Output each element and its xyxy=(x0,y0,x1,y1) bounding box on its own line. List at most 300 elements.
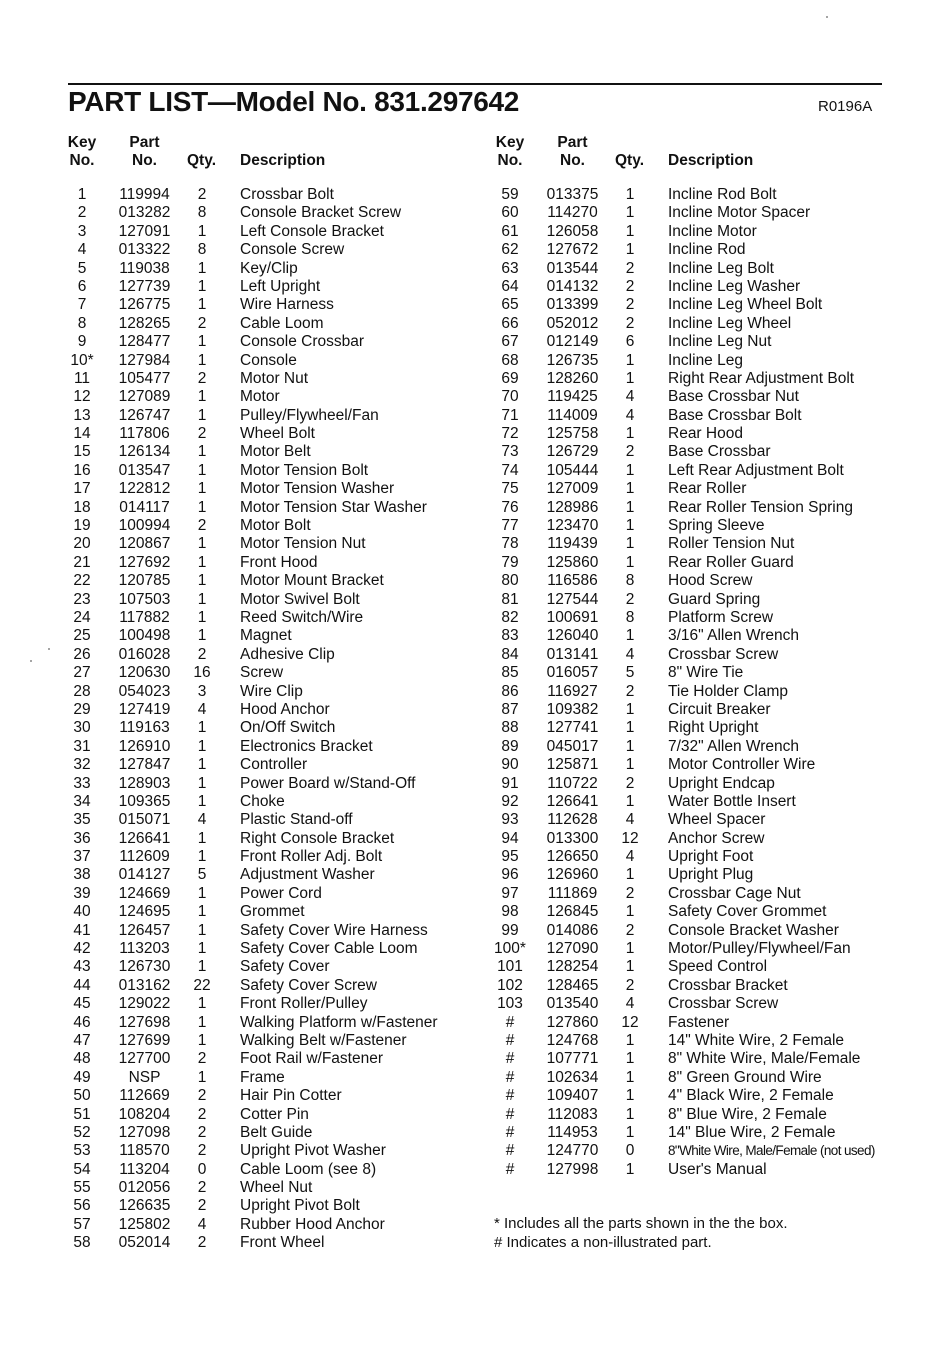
description: Console Crossbar xyxy=(240,333,365,351)
part-number: 105444 xyxy=(546,461,599,479)
description: Platform Screw xyxy=(668,608,774,626)
part-number: 013375 xyxy=(546,186,599,203)
quantity: 1 xyxy=(197,627,207,645)
part-number: 125860 xyxy=(546,553,599,571)
key-number: 80 xyxy=(501,572,519,590)
part-number: 127739 xyxy=(118,277,171,295)
top-rule xyxy=(68,83,882,85)
description: Wire Harness xyxy=(240,296,334,314)
parts-list-left xyxy=(62,186,438,1253)
description: Front Wheel xyxy=(240,1234,325,1252)
table-row xyxy=(490,480,875,498)
description: Crossbar Bracket xyxy=(668,976,788,994)
table-row xyxy=(62,1069,438,1087)
table-row xyxy=(62,1014,438,1032)
key-number: 82 xyxy=(501,608,519,626)
column-header xyxy=(62,134,438,170)
description: Left Console Bracket xyxy=(240,222,384,240)
description: Spring Sleeve xyxy=(668,517,765,535)
description: Console Screw xyxy=(240,241,345,259)
key-number: 1 xyxy=(77,186,87,203)
table-row xyxy=(62,278,438,296)
part-number: 127090 xyxy=(546,940,599,958)
quantity: 1 xyxy=(625,222,635,240)
description: Incline Rod xyxy=(668,241,746,259)
table-row xyxy=(62,1032,438,1050)
description: Crossbar Screw xyxy=(668,645,779,663)
description: Walking Platform w/Fastener xyxy=(240,1013,438,1031)
quantity: 1 xyxy=(197,829,207,847)
table-row xyxy=(62,903,438,921)
part-number: 013300 xyxy=(546,829,599,847)
description: Console xyxy=(240,351,297,369)
key-number: 69 xyxy=(501,369,519,387)
part-number: 113203 xyxy=(119,940,170,958)
part-number: 128260 xyxy=(546,369,599,387)
footnote-asterisk: * Includes all the parts shown in the the box. xyxy=(494,1215,788,1232)
part-number: 109407 xyxy=(546,1087,599,1105)
key-number: 29 xyxy=(73,700,91,718)
table-row xyxy=(62,572,438,590)
key-number: 61 xyxy=(501,222,519,240)
key-number: 71 xyxy=(501,406,519,424)
description: Incline Motor xyxy=(668,222,757,240)
quantity: 1 xyxy=(625,425,635,443)
part-number: 113204 xyxy=(119,1160,170,1178)
table-row xyxy=(62,1087,438,1105)
description: 8" Green Ground Wire xyxy=(668,1068,822,1086)
part-number: 119425 xyxy=(547,388,598,406)
table-row xyxy=(490,1032,875,1050)
table-row xyxy=(62,296,438,314)
description: Console Bracket Washer xyxy=(668,921,839,939)
table-row xyxy=(62,186,438,204)
key-number: 20 xyxy=(73,535,91,553)
description: Incline Motor Spacer xyxy=(668,204,811,222)
table-row xyxy=(490,609,875,627)
table-row xyxy=(490,738,875,756)
quantity: 12 xyxy=(621,1013,639,1031)
header-part-line2: No. xyxy=(560,152,585,169)
quantity: 12 xyxy=(621,829,639,847)
table-row xyxy=(62,811,438,829)
part-number: 129022 xyxy=(118,995,171,1013)
key-number: 67 xyxy=(501,333,519,351)
header-key-line1: Key xyxy=(67,134,97,151)
key-number: 66 xyxy=(501,314,519,332)
quantity: 1 xyxy=(197,480,207,498)
key-number: 52 xyxy=(73,1123,91,1141)
part-number: 016057 xyxy=(546,664,599,682)
part-number: 117882 xyxy=(119,608,170,626)
description: Motor Nut xyxy=(240,369,309,387)
key-number: 51 xyxy=(73,1105,91,1123)
quantity: 4 xyxy=(625,406,635,424)
quantity: 1 xyxy=(197,719,207,737)
part-number: 013540 xyxy=(546,995,599,1013)
key-number: 63 xyxy=(501,259,519,277)
key-number: 16 xyxy=(73,461,91,479)
table-row xyxy=(490,958,875,976)
quantity: 4 xyxy=(625,811,635,829)
quantity: 4 xyxy=(625,995,635,1013)
quantity: 2 xyxy=(625,682,635,700)
table-row xyxy=(62,241,438,259)
table-row xyxy=(490,775,875,793)
table-row xyxy=(62,775,438,793)
description: Safety Cover xyxy=(240,958,330,976)
table-row xyxy=(490,793,875,811)
key-number: 14 xyxy=(73,425,91,443)
description: Circuit Breaker xyxy=(668,700,771,718)
description: Incline Leg Washer xyxy=(668,277,801,295)
table-row xyxy=(62,333,438,351)
description: Fastener xyxy=(668,1013,730,1031)
part-number: 054023 xyxy=(118,682,171,700)
table-row xyxy=(62,683,438,701)
table-row xyxy=(490,499,875,517)
table-row xyxy=(62,1197,438,1215)
table-row xyxy=(490,370,875,388)
description: Motor Belt xyxy=(240,443,311,461)
key-number: 85 xyxy=(501,664,519,682)
quantity: 1 xyxy=(197,884,207,902)
table-row xyxy=(490,388,875,406)
key-number: 7 xyxy=(77,296,87,314)
part-number: 120630 xyxy=(118,664,171,682)
description: Power Cord xyxy=(240,884,322,902)
quantity: 22 xyxy=(193,976,211,994)
description: 8" White Wire, Male/Female xyxy=(668,1050,861,1068)
table-row xyxy=(490,664,875,682)
key-number: 57 xyxy=(73,1215,91,1233)
quantity: 1 xyxy=(197,535,207,553)
table-row xyxy=(62,719,438,737)
quantity: 1 xyxy=(625,737,635,755)
description: Crossbar Screw xyxy=(668,995,779,1013)
part-number: 107503 xyxy=(118,590,171,608)
page-title: PART LIST—Model No. 831.297642 xyxy=(68,86,520,117)
quantity: 1 xyxy=(625,461,635,479)
key-number: 41 xyxy=(73,921,91,939)
table-row xyxy=(62,793,438,811)
description: 14" Blue Wire, 2 Female xyxy=(668,1123,836,1141)
description: Foot Rail w/Fastener xyxy=(240,1050,383,1068)
key-number: 34 xyxy=(73,792,91,810)
quantity: 2 xyxy=(197,1197,207,1215)
description: Right Console Bracket xyxy=(240,829,395,847)
quantity: 2 xyxy=(197,314,207,332)
table-row xyxy=(490,241,875,259)
description: Adjustment Washer xyxy=(240,866,375,884)
table-row xyxy=(62,1179,438,1197)
quantity: 1 xyxy=(625,700,635,718)
table-row xyxy=(62,407,438,425)
description: Rear Roller Tension Spring xyxy=(668,498,853,516)
key-number: 55 xyxy=(73,1179,91,1197)
parts-column-left xyxy=(62,134,438,1253)
table-row xyxy=(62,958,438,976)
quantity: 2 xyxy=(625,443,635,461)
quantity: 1 xyxy=(625,940,635,958)
table-row xyxy=(490,1087,875,1105)
part-number: 012056 xyxy=(118,1179,171,1197)
table-row xyxy=(62,848,438,866)
description: Wheel Spacer xyxy=(668,811,766,829)
quantity: 1 xyxy=(197,958,207,976)
table-row xyxy=(490,1014,875,1032)
quantity: 1 xyxy=(197,903,207,921)
part-number: 013544 xyxy=(546,259,599,277)
table-row xyxy=(490,1069,875,1087)
table-row xyxy=(490,517,875,535)
key-number: 92 xyxy=(501,792,519,810)
part-number: 126910 xyxy=(118,737,171,755)
key-number: 79 xyxy=(501,553,519,571)
key-number: 73 xyxy=(501,443,519,461)
part-number: 052014 xyxy=(118,1234,171,1252)
quantity: 1 xyxy=(625,1050,635,1068)
part-number: 128986 xyxy=(546,498,599,516)
key-number: 13 xyxy=(73,406,91,424)
table-row xyxy=(62,591,438,609)
key-number: 21 xyxy=(73,553,91,571)
table-row xyxy=(62,922,438,940)
description: Guard Spring xyxy=(668,590,761,608)
part-number: 127419 xyxy=(118,700,171,718)
table-row xyxy=(490,572,875,590)
quantity: 2 xyxy=(197,1105,207,1123)
description: Choke xyxy=(240,792,285,810)
table-row xyxy=(62,554,438,572)
description: 14" White Wire, 2 Female xyxy=(668,1031,845,1049)
description: Hood Anchor xyxy=(240,700,330,718)
key-number: 48 xyxy=(73,1050,91,1068)
key-number: 100* xyxy=(494,940,526,958)
key-number: 58 xyxy=(73,1234,91,1252)
key-number: 87 xyxy=(501,700,519,718)
description: Motor Tension Nut xyxy=(240,535,366,553)
description: Frame xyxy=(240,1068,285,1086)
quantity: 8 xyxy=(625,572,635,590)
key-number: 88 xyxy=(501,719,519,737)
part-number: 123470 xyxy=(546,517,599,535)
scan-speck xyxy=(48,648,50,650)
description: Incline Leg xyxy=(668,351,743,369)
table-row xyxy=(490,554,875,572)
quantity: 1 xyxy=(197,848,207,866)
table-row xyxy=(62,315,438,333)
table-row xyxy=(62,499,438,517)
description: Anchor Screw xyxy=(668,829,765,847)
description: Power Board w/Stand-Off xyxy=(240,774,416,792)
part-number: 126635 xyxy=(118,1197,171,1215)
scan-speck xyxy=(30,660,32,662)
description: Base Crossbar Bolt xyxy=(668,406,802,424)
description: Controller xyxy=(240,756,308,774)
quantity: 2 xyxy=(197,425,207,443)
quantity: 2 xyxy=(625,921,635,939)
description: Rear Hood xyxy=(668,425,743,443)
key-number: 22 xyxy=(73,572,91,590)
quantity: 1 xyxy=(197,995,207,1013)
description: Electronics Bracket xyxy=(240,737,373,755)
key-number: 39 xyxy=(73,884,91,902)
key-number: 93 xyxy=(501,811,519,829)
quantity: 1 xyxy=(625,535,635,553)
quantity: 2 xyxy=(197,1234,207,1252)
table-row xyxy=(62,517,438,535)
table-row xyxy=(490,443,875,461)
part-number: 126457 xyxy=(118,921,171,939)
description: Safety Cover Grommet xyxy=(668,903,827,921)
table-row xyxy=(490,462,875,480)
part-number: 127009 xyxy=(546,480,599,498)
table-row xyxy=(490,683,875,701)
part-number: 126650 xyxy=(546,848,599,866)
quantity: 1 xyxy=(197,921,207,939)
part-number: 127741 xyxy=(546,719,599,737)
quantity: 1 xyxy=(197,259,207,277)
quantity: 2 xyxy=(625,296,635,314)
part-number: 014132 xyxy=(546,277,599,295)
key-number: 96 xyxy=(501,866,519,884)
key-number: 91 xyxy=(501,774,519,792)
description: Upright Endcap xyxy=(668,774,775,792)
part-number: 013282 xyxy=(118,204,171,222)
key-number: 56 xyxy=(73,1197,91,1215)
key-number: 98 xyxy=(501,903,519,921)
part-number: 128254 xyxy=(546,958,599,976)
description: User's Manual xyxy=(668,1160,767,1178)
table-row xyxy=(490,1050,875,1068)
part-number: 116586 xyxy=(547,572,598,590)
part-number: 114009 xyxy=(547,406,598,424)
key-number: 45 xyxy=(73,995,91,1013)
quantity: 1 xyxy=(197,756,207,774)
key-number: 77 xyxy=(501,517,519,535)
description: Hood Screw xyxy=(668,572,753,590)
part-number: 126730 xyxy=(118,958,171,976)
part-number: 013141 xyxy=(546,645,599,663)
description: 8" Blue Wire, 2 Female xyxy=(668,1105,827,1123)
part-number: 118570 xyxy=(119,1142,170,1160)
key-number: 44 xyxy=(73,976,91,994)
part-number: 127998 xyxy=(546,1160,599,1178)
quantity: 2 xyxy=(625,774,635,792)
part-number: 045017 xyxy=(546,737,599,755)
quantity: 1 xyxy=(625,553,635,571)
key-number: 50 xyxy=(73,1087,91,1105)
quantity: 1 xyxy=(625,866,635,884)
table-row xyxy=(490,866,875,884)
key-number: 8 xyxy=(77,314,87,332)
description: Motor Mount Bracket xyxy=(240,572,384,590)
description: Cable Loom (see 8) xyxy=(240,1160,377,1178)
table-row xyxy=(62,609,438,627)
part-number: 117806 xyxy=(119,425,170,443)
description: Base Crossbar xyxy=(668,443,771,461)
key-number: 53 xyxy=(73,1142,91,1160)
part-number: 119439 xyxy=(547,535,598,553)
table-row xyxy=(62,1124,438,1142)
description: Adhesive Clip xyxy=(240,645,335,663)
quantity: 0 xyxy=(197,1160,207,1178)
part-number: NSP xyxy=(128,1068,161,1086)
table-row xyxy=(490,940,875,958)
key-number: # xyxy=(505,1142,515,1160)
key-number: 19 xyxy=(73,517,91,535)
key-number: 32 xyxy=(73,756,91,774)
table-row xyxy=(490,223,875,241)
table-row xyxy=(490,1142,875,1160)
description: Speed Control xyxy=(668,958,768,976)
quantity: 1 xyxy=(625,958,635,976)
table-row xyxy=(490,719,875,737)
quantity: 1 xyxy=(197,388,207,406)
description: Walking Belt w/Fastener xyxy=(240,1031,407,1049)
part-number: 112083 xyxy=(547,1105,598,1123)
key-number: 18 xyxy=(73,498,91,516)
quantity: 4 xyxy=(625,848,635,866)
key-number: 101 xyxy=(497,958,523,976)
table-row xyxy=(62,425,438,443)
quantity: 4 xyxy=(625,645,635,663)
part-number: 127089 xyxy=(118,388,171,406)
key-number: 36 xyxy=(73,829,91,847)
header-part-line1: Part xyxy=(129,134,160,151)
part-number: 013547 xyxy=(118,461,171,479)
quantity: 5 xyxy=(625,664,635,682)
quantity: 1 xyxy=(625,627,635,645)
quantity: 2 xyxy=(197,369,207,387)
key-number: # xyxy=(505,1068,515,1086)
table-row xyxy=(490,922,875,940)
description: Console Bracket Screw xyxy=(240,204,402,222)
key-number: 10* xyxy=(70,351,94,369)
quantity: 1 xyxy=(197,406,207,424)
table-row xyxy=(62,204,438,222)
footnote-hash: # Indicates a non-illustrated part. xyxy=(494,1234,712,1251)
quantity: 1 xyxy=(197,774,207,792)
quantity: 2 xyxy=(625,884,635,902)
quantity: 1 xyxy=(625,517,635,535)
scan-speck xyxy=(826,16,828,18)
header-key-line2: No. xyxy=(69,152,95,169)
quantity: 1 xyxy=(197,572,207,590)
table-row xyxy=(62,480,438,498)
description: Motor/Pulley/Flywheel/Fan xyxy=(668,940,851,958)
quantity: 2 xyxy=(197,1142,207,1160)
quantity: 4 xyxy=(625,388,635,406)
quantity: 8 xyxy=(197,241,207,259)
key-number: 37 xyxy=(73,848,91,866)
part-number: 126845 xyxy=(546,903,599,921)
table-row xyxy=(62,756,438,774)
description: 8" Wire Tie xyxy=(668,664,744,682)
table-row xyxy=(62,885,438,903)
quantity: 2 xyxy=(197,517,207,535)
key-number: # xyxy=(505,1050,515,1068)
description: Front Hood xyxy=(240,553,318,571)
part-number: 109382 xyxy=(546,700,599,718)
key-number: 81 xyxy=(501,590,519,608)
description: Wheel Bolt xyxy=(240,425,315,443)
description: Plastic Stand-off xyxy=(240,811,353,829)
key-number: 68 xyxy=(501,351,519,369)
table-row xyxy=(62,738,438,756)
quantity: 1 xyxy=(197,498,207,516)
